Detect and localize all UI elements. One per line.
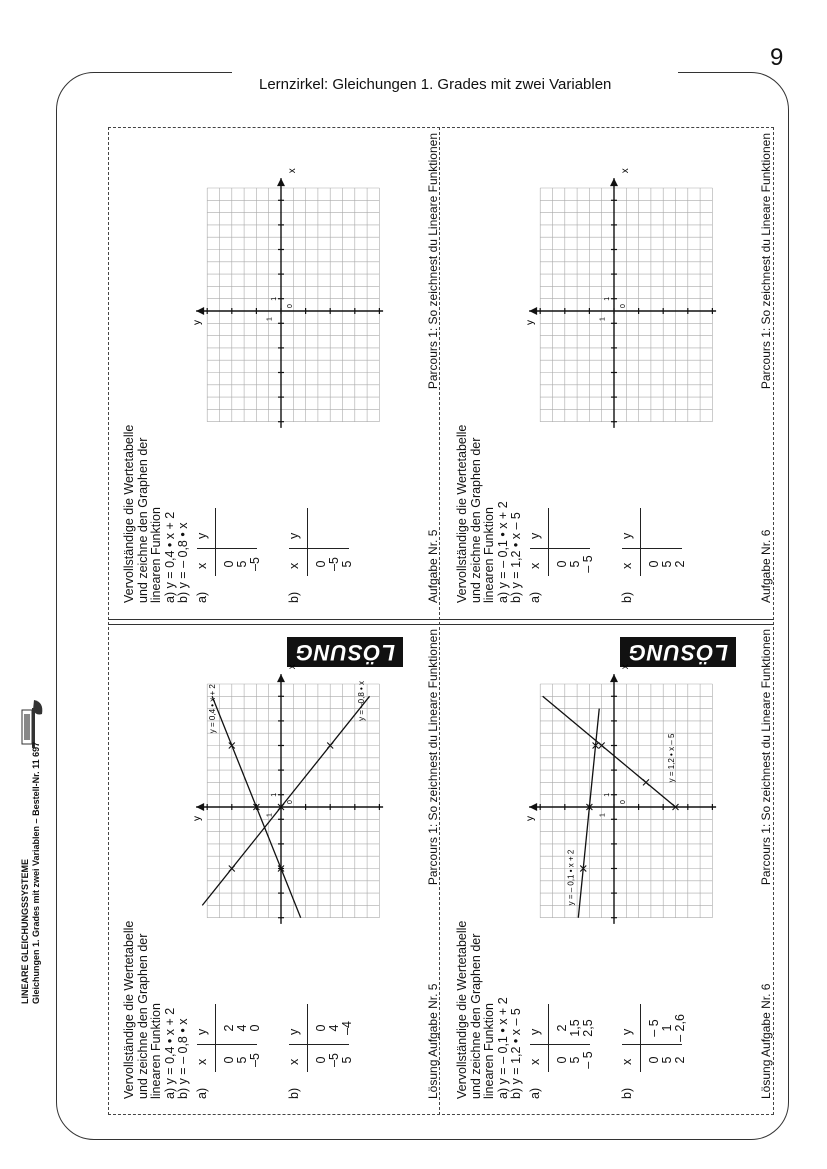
table-col-y [315,1013,354,1043]
side-label-line2: Gleichungen 1. Grades mit zwei Variablen – Bestell-Nr. 11 697 [31,741,41,1004]
equation-a: a) y = – 0,1 • x + 2 [495,997,510,1099]
instruction-line: und zeichne den Graphen der [135,933,150,1099]
value-table-a [528,493,608,603]
table-header-x: x [620,1058,634,1065]
table-label: b) [620,591,634,603]
instruction-line: linearen Funktion [149,507,163,603]
table-cell: 2 [555,1024,569,1032]
table-header-x: x [528,1058,542,1065]
footer-left: Aufgabe Nr. 5 [426,529,440,603]
y-axis-arrow [196,803,204,811]
y-axis-label: y [191,320,203,325]
table-header-y: y [287,1028,301,1035]
table-col-x [223,549,262,579]
card-aufgabe-5 [109,125,440,617]
unit-label-y: 1 [599,813,607,817]
table-col-y [223,1013,262,1043]
y-axis-label: y [524,816,536,821]
footer-left: Aufgabe Nr. 6 [759,529,773,603]
x-axis-label: x [620,168,631,174]
table-cell: – 5 [581,555,595,573]
table-cell: 1,5 [568,1019,582,1037]
table-rule [307,1004,308,1072]
footer-right: Parcours 1: So zeichnest du Lineare Funktionen [426,133,440,390]
equation-a: a) y = 0,4 • x + 2 [162,1007,177,1099]
page-number: 9 [770,44,784,71]
table-header-y: y [195,532,209,539]
equation-b: b) y = – 0,8 • x [176,1018,190,1099]
table-col-y [556,1013,595,1043]
table-cell: –5 [327,1053,341,1067]
origin-label: 0 [287,800,294,804]
instruction-line: und zeichne den Graphen der [468,933,483,1099]
instruction-line: Vervollständige die Wertetabelle [455,424,469,603]
table-cell: 2 [673,1056,687,1064]
equation-b: b) y = 1,2 • x – 5 [509,512,523,603]
table-header-x: x [195,562,209,569]
table-rule [548,1004,549,1072]
unit-label-y: 1 [266,317,274,321]
y-axis-arrow [529,803,537,811]
origin-label: 0 [620,800,627,804]
value-table-a [528,989,608,1099]
function-line [202,696,369,905]
table-cell: –5 [327,557,341,571]
function-label: y = 0,4 • x + 2 [207,684,217,734]
table-cell: 2 [673,560,687,568]
table-rule [307,508,308,576]
footer-left: Lösung Aufgabe Nr. 6 [759,983,773,1099]
x-axis-arrow [610,178,618,186]
table-cell: 5 [235,560,249,568]
table-cell: 0 [248,1024,262,1032]
table-rule [640,1004,641,1072]
table-cell: 2,5 [581,1019,595,1037]
unit-label-x: 1 [271,296,278,301]
function-line [543,696,676,807]
table-cell: 1 [660,1024,674,1032]
x-axis-arrow [610,674,618,682]
function-label: y = –0,8 • x [356,680,366,721]
table-header-y: y [195,1028,209,1035]
origin-label: 0 [287,304,294,308]
x-axis-arrow [277,674,285,682]
card-loesung-6 [442,621,773,1113]
table-cell: 5 [340,1056,354,1064]
instruction-line: Vervollständige die Wertetabelle [122,424,136,603]
task-text [456,921,524,1099]
value-table-b [620,493,700,603]
table-cell: 0 [314,1056,328,1064]
table-header-x: x [287,1058,301,1065]
unit-label-x: 1 [604,792,611,797]
table-cell: 4 [327,1024,341,1032]
value-table-a [195,989,275,1099]
task-text [456,425,524,603]
instruction-line: und zeichne den Graphen der [468,437,483,603]
unit-label-y: 1 [266,813,274,817]
task-text [123,425,191,603]
card-aufgabe-6 [442,125,773,617]
table-cell: –5 [248,1053,262,1067]
table-cell: 0 [314,1024,328,1032]
equation-a: a) y = 0,4 • x + 2 [162,511,177,603]
table-cell: 0 [647,560,661,568]
y-axis-arrow [529,307,537,315]
equation-b: b) y = 1,2 • x – 5 [509,1008,523,1099]
side-label-line1: LINEARE GLEICHUNGSSYSTEME [20,858,30,1004]
value-table-a [195,493,275,603]
table-col-x [556,1045,595,1075]
value-table-b [287,989,367,1099]
coordinate-graph [506,168,696,431]
value-table-b [287,493,367,603]
function-label: y = 1,2 • x – 5 [666,733,676,783]
table-col-x [648,549,687,579]
origin-label: 0 [620,304,627,308]
table-cell: 4 [235,1024,249,1032]
footer-left: Lösung Aufgabe Nr. 5 [426,983,440,1099]
footer-right: Parcours 1: So zeichnest du Lineare Funktionen [759,133,773,390]
table-cell: 0 [555,1056,569,1064]
table-cell: 0 [222,560,236,568]
table-header-x: x [195,1058,209,1065]
loesung-badge: LÖSUNG [287,637,403,667]
table-cell: 5 [568,560,582,568]
table-cell: 5 [568,1056,582,1064]
table-header-y: y [620,1028,634,1035]
table-col-x [315,1045,354,1075]
table-cell: – 5 [581,1051,595,1069]
table-header-y: y [528,532,542,539]
table-header-y: y [287,532,301,539]
x-axis-label: x [287,664,298,670]
table-label: b) [620,1087,634,1099]
table-header-x: x [287,562,301,569]
loesung-badge: LÖSUNG [620,637,736,667]
table-header-y: y [528,1028,542,1035]
table-label: a) [195,591,209,603]
table-label: b) [287,1087,301,1099]
table-cell: 0 [222,1056,236,1064]
x-axis-arrow [277,178,285,186]
table-col-x [648,1045,687,1075]
card-loesung-5 [109,621,440,1113]
table-cell: –4 [340,1021,354,1035]
table-cell: 2 [222,1024,236,1032]
table-col-x [223,1045,262,1075]
header-title: Lernzirkel: Gleichungen 1. Grades mit zwei Variablen [259,76,612,93]
coordinate-graph [506,664,696,927]
instruction-line: linearen Funktion [482,1003,496,1099]
x-axis-label: x [620,664,631,670]
table-header-x: x [528,562,542,569]
side-label [20,742,42,1004]
table-rule [215,508,216,576]
table-rule [215,1004,216,1072]
table-cell: 0 [314,560,328,568]
table-cell: 0 [647,1056,661,1064]
instruction-line: linearen Funktion [482,507,496,603]
coordinate-graph [173,168,363,431]
equation-b: b) y = – 0,8 • x [176,522,190,603]
y-axis-label: y [524,320,536,325]
instruction-line: Vervollständige die Wertetabelle [122,920,136,1099]
table-label: a) [195,1087,209,1099]
instruction-line: und zeichne den Graphen der [135,437,150,603]
table-col-x [556,549,595,579]
footer-right: Parcours 1: So zeichnest du Lineare Funktionen [759,629,773,886]
y-axis-label: y [191,816,203,821]
table-cell: –5 [248,557,262,571]
unit-label-x: 1 [604,296,611,301]
table-cell: 0 [555,560,569,568]
coordinate-graph [173,664,366,927]
table-cell: 5 [660,560,674,568]
x-axis-label: x [287,168,298,174]
table-label: a) [528,591,542,603]
table-header-y: y [620,532,634,539]
table-cell: 5 [660,1056,674,1064]
value-table-b [620,989,700,1099]
task-text [123,921,191,1099]
table-cell: 5 [340,560,354,568]
y-axis-arrow [196,307,204,315]
instruction-line: Vervollständige die Wertetabelle [455,920,469,1099]
table-rule [548,508,549,576]
table-rule [640,508,641,576]
table-label: b) [287,591,301,603]
footer-right: Parcours 1: So zeichnest du Lineare Funktionen [426,629,440,886]
table-cell: – 2,6 [673,1014,687,1042]
equation-a: a) y = – 0,1 • x + 2 [495,501,510,603]
instruction-line: linearen Funktion [149,1003,163,1099]
table-cell: 5 [235,1056,249,1064]
table-label: a) [528,1087,542,1099]
function-label: y = – 0,1 • x + 2 [566,849,576,906]
unit-label-x: 1 [271,792,278,797]
table-col-x [315,549,354,579]
unit-label-y: 1 [599,317,607,321]
table-col-y [648,1013,687,1043]
table-cell: – 5 [647,1019,661,1037]
table-header-x: x [620,562,634,569]
function-line [578,709,599,918]
